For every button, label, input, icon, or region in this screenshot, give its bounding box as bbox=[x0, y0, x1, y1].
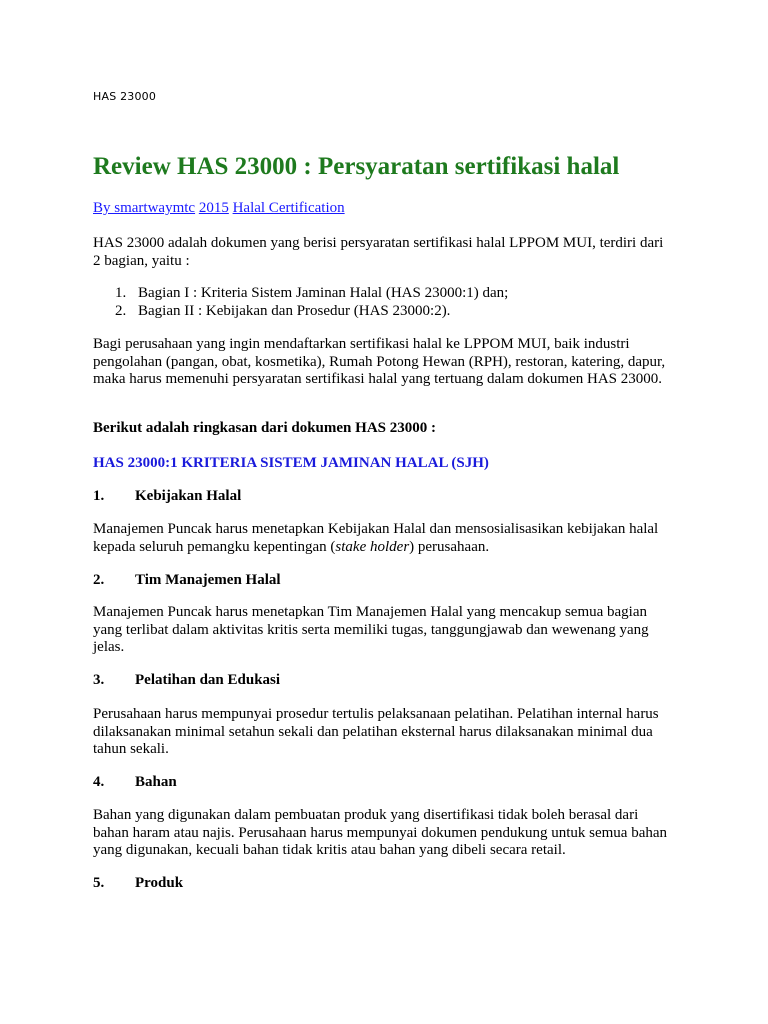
criterion-title: Produk bbox=[135, 875, 184, 891]
list-item-number: 1. bbox=[115, 285, 127, 301]
criterion-paragraph: Perusahaan harus mempunyai prosedur tertulis pelaksanaan pelatihan. Pelatihan internal harus dilaksanakan minimal setahun sekali dan pelatihan eksternal harus dilaksanakan minimal dua tahun sekali. bbox=[93, 706, 659, 757]
criterion-number: 4. bbox=[93, 774, 105, 790]
summary-heading: Berikut adalah ringkasan dari dokumen HAS 23000 : bbox=[93, 420, 436, 436]
criterion-title: Pelatihan dan Edukasi bbox=[135, 672, 281, 688]
criterion-paragraph bbox=[93, 521, 673, 556]
criterion-title: Bahan bbox=[135, 774, 177, 790]
criterion-title: Tim Manajemen Halal bbox=[135, 572, 281, 588]
list-item bbox=[93, 303, 673, 321]
criterion-text-italic: stake holder bbox=[335, 538, 410, 555]
section-heading: HAS 23000:1 KRITERIA SISTEM JAMINAN HALAL (SJH) bbox=[93, 455, 489, 471]
criterion-paragraph: Manajemen Puncak harus menetapkan Tim Manajemen Halal yang mencakup semua bagian yang terlibat dalam aktivitas kritis serta memiliki tugas, tanggungjawab dan wewenang yang jelas. bbox=[93, 604, 649, 655]
author-link[interactable]: By smartwaymtc bbox=[93, 200, 196, 216]
category-link[interactable]: Halal Certification bbox=[232, 200, 345, 216]
criterion-number: 5. bbox=[93, 875, 105, 891]
criterion-heading bbox=[93, 875, 673, 893]
year-link[interactable]: 2015 bbox=[198, 200, 229, 216]
criterion-number: 2. bbox=[93, 572, 105, 588]
criterion-heading bbox=[93, 572, 673, 590]
criterion-title: Kebijakan Halal bbox=[135, 488, 242, 504]
page-title: Review HAS 23000 : Persyaratan sertifikasi halal bbox=[93, 153, 620, 180]
byline bbox=[93, 199, 345, 217]
criterion-paragraph: Bahan yang digunakan dalam pembuatan produk yang disertifikasi tidak boleh berasal dari bahan haram atau najis. Perusahaan harus mempunyai dokumen pendukung untuk semua bahan yang digunakan, kecuali bahan tidak kritis atau bahan yang dibeli secara retail. bbox=[93, 807, 668, 858]
parts-list bbox=[93, 285, 673, 320]
list-item bbox=[93, 285, 673, 303]
criterion-heading bbox=[93, 488, 673, 506]
criterion-text: Manajemen Puncak harus menetapkan Kebijakan Halal dan mensosialisasikan kebijakan halal kepada seluruh pemangku kepentingan ( bbox=[93, 521, 659, 555]
criterion-text-end: ) perusahaan. bbox=[409, 538, 490, 555]
companies-paragraph: Bagi perusahaan yang ingin mendaftarkan sertifikasi halal ke LPPOM MUI, baik industri pengolahan (pangan, obat, kosmetika), Rumah Potong Hewan (RPH), restoran, katering, dapur, maka harus memenuhi persyaratan sertifikasi halal yang tertuang dalam dokumen HAS 23000. bbox=[93, 336, 666, 387]
intro-paragraph: HAS 23000 adalah dokumen yang berisi persyaratan sertifikasi halal LPPOM MUI, terdiri dari 2 bagian, yaitu : bbox=[93, 235, 664, 269]
criterion-number: 1. bbox=[93, 488, 105, 504]
list-item-text: Bagian I : Kriteria Sistem Jaminan Halal (HAS 23000:1) dan; bbox=[138, 285, 509, 301]
criterion-number: 3. bbox=[93, 672, 105, 688]
list-item-number: 2. bbox=[115, 302, 127, 319]
list-item-text: Bagian II : Kebijakan dan Prosedur (HAS 23000:2). bbox=[138, 302, 451, 319]
criterion-heading bbox=[93, 672, 673, 690]
header-label: HAS 23000 bbox=[93, 90, 157, 103]
criterion-heading bbox=[93, 774, 673, 792]
